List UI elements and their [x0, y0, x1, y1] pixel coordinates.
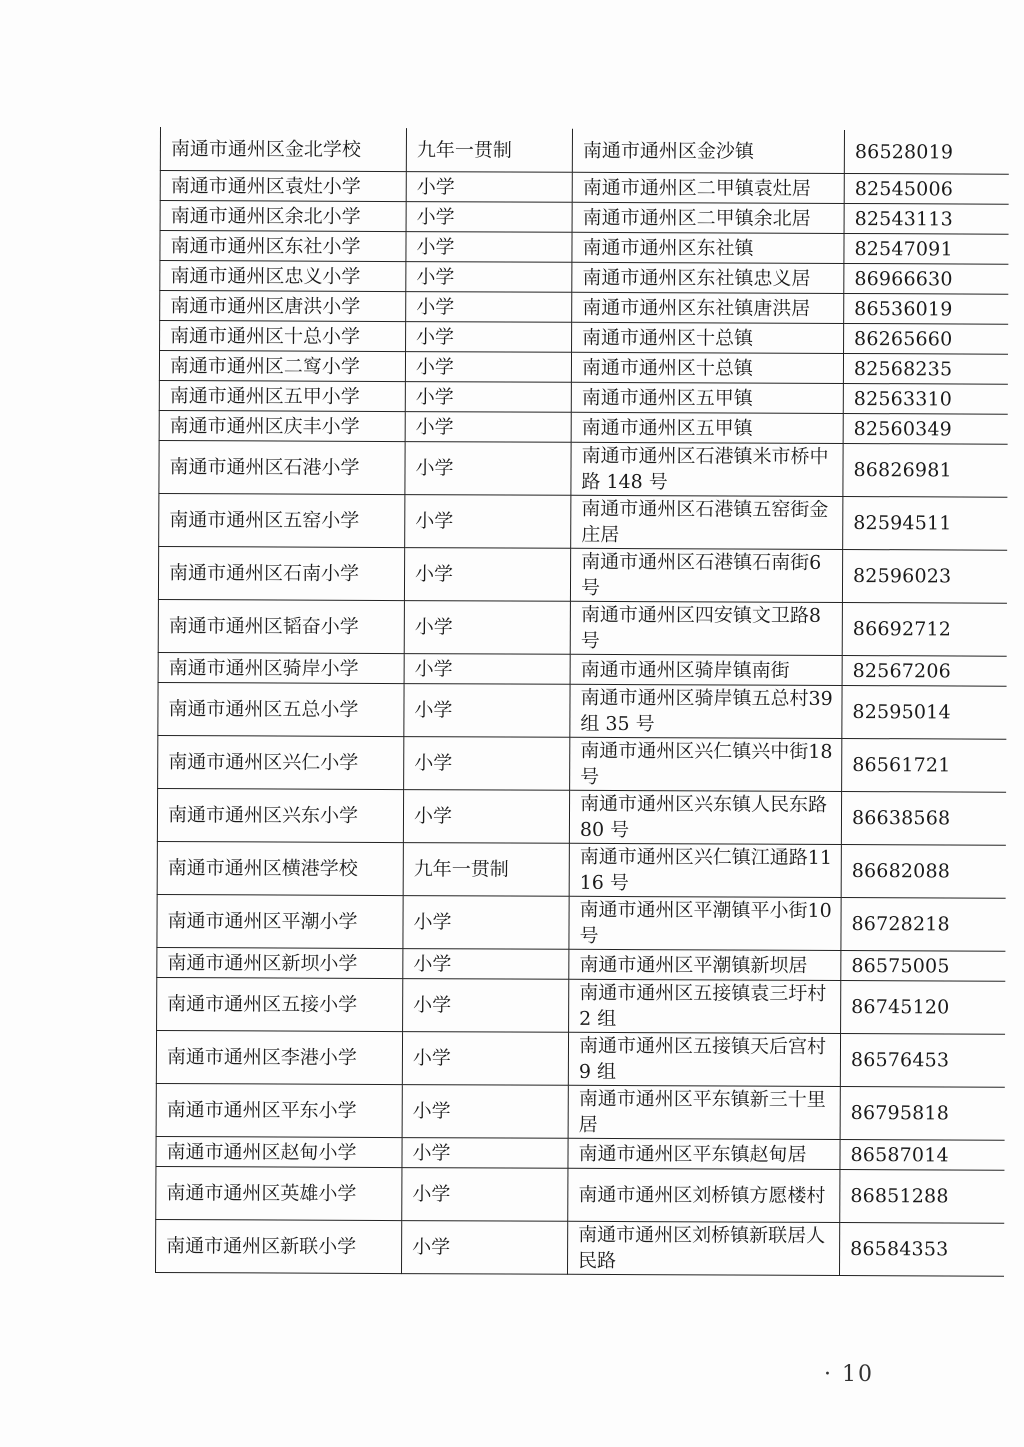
table-row: [158, 735, 1006, 792]
school-address-cell: 南通市通州区五甲镇: [571, 412, 843, 443]
school-address-cell: 南通市通州区兴仁镇兴中街18 号: [570, 737, 842, 791]
school-phone-cell: 86575005: [841, 950, 1005, 981]
school-type-cell: 小学: [404, 601, 570, 655]
school-address-cell: 南通市通州区五接镇天后宫村 9 组: [568, 1032, 840, 1086]
school-name-cell: 南通市通州区平东小学: [156, 1083, 402, 1137]
school-type-cell: 小学: [401, 1221, 567, 1275]
school-name-cell: 南通市通州区东社小学: [160, 231, 406, 262]
table-row: [158, 599, 1006, 656]
table-row: [157, 977, 1005, 1034]
school-type-cell: 小学: [404, 548, 570, 602]
school-address-cell: 南通市通州区东社镇: [572, 232, 844, 263]
school-address-cell: 南通市通州区十总镇: [572, 322, 844, 353]
school-address-cell: 南通市通州区金沙镇: [572, 129, 844, 174]
school-name-cell: 南通市通州区五接小学: [157, 977, 403, 1031]
school-phone-cell: 86584353: [839, 1222, 1003, 1276]
school-name-cell: 南通市通州区唐洪小学: [160, 291, 406, 322]
table-row: [159, 493, 1007, 550]
school-name-cell: 南通市通州区兴仁小学: [158, 735, 404, 789]
school-type-cell: 小学: [406, 172, 572, 203]
school-name-cell: 南通市通州区余北小学: [160, 201, 406, 232]
school-phone-cell: 86638568: [841, 791, 1005, 845]
school-address-cell: 南通市通州区二甲镇余北居: [572, 202, 844, 233]
table-row: [159, 380, 1007, 414]
school-name-cell: 南通市通州区石港小学: [159, 440, 405, 494]
school-phone-cell: 82547091: [844, 233, 1008, 264]
school-address-cell: 南通市通州区平东镇赵甸居: [568, 1138, 840, 1169]
table-row: [159, 410, 1007, 444]
school-type-cell: 小学: [404, 684, 570, 738]
school-address-cell: 南通市通州区二甲镇袁灶居: [572, 172, 844, 203]
school-address-cell: 南通市通州区兴东镇人民东路 80 号: [569, 790, 841, 844]
school-name-cell: 南通市通州区赵甸小学: [156, 1136, 402, 1167]
school-phone-cell: 86826981: [843, 443, 1007, 497]
school-phone-cell: 86265660: [844, 323, 1008, 354]
table-row: [159, 440, 1007, 497]
table-row: [160, 231, 1008, 265]
school-phone-cell: 82560349: [843, 413, 1007, 444]
school-phone-cell: 86728218: [841, 897, 1005, 951]
school-address-cell: 南通市通州区五甲镇: [571, 382, 843, 413]
table-row: [157, 841, 1005, 898]
school-name-cell: 南通市通州区骑岸小学: [158, 652, 404, 683]
school-address-cell: 南通市通州区石港镇五窑街金庄居: [571, 495, 843, 549]
school-type-cell: 小学: [406, 262, 572, 293]
school-address-cell: 南通市通州区平潮镇平小街10 号: [569, 896, 841, 950]
school-name-cell: 南通市通州区庆丰小学: [159, 410, 405, 441]
school-type-cell: 小学: [406, 232, 572, 263]
school-name-cell: 南通市通州区袁灶小学: [160, 171, 406, 202]
school-address-cell: 南通市通州区石港镇米市桥中路 148 号: [571, 442, 843, 496]
school-phone-cell: 82595014: [842, 685, 1006, 739]
school-type-cell: 九年一贯制: [406, 128, 572, 172]
school-address-cell: 南通市通州区刘桥镇新联居人民路: [567, 1221, 839, 1275]
school-type-cell: 小学: [405, 442, 571, 496]
school-type-cell: 小学: [403, 790, 569, 844]
table-row: [156, 1166, 1004, 1223]
table-row: [160, 127, 1008, 174]
school-phone-cell: 86682088: [841, 844, 1005, 898]
school-phone-cell: 82568235: [843, 353, 1007, 384]
school-type-cell: 小学: [404, 737, 570, 791]
table-row: [158, 546, 1006, 603]
school-table: [155, 127, 1008, 1277]
table-row: [159, 351, 1007, 385]
table-row: [157, 788, 1005, 845]
school-name-cell: 南通市通州区金北学校: [160, 127, 406, 172]
school-type-cell: 小学: [406, 322, 572, 353]
table-row: [156, 1219, 1004, 1276]
school-phone-cell: 82594511: [843, 496, 1007, 550]
table-row: [160, 321, 1008, 355]
school-phone-cell: 86561721: [842, 738, 1006, 792]
table-row: [157, 894, 1005, 951]
school-type-cell: 小学: [402, 1168, 568, 1222]
school-phone-cell: 86692712: [842, 602, 1006, 656]
table-row: [160, 201, 1008, 235]
school-name-cell: 南通市通州区新坝小学: [157, 947, 403, 978]
school-address-cell: 南通市通州区十总镇: [571, 352, 843, 383]
school-address-cell: 南通市通州区骑岸镇五总村39 组 35 号: [570, 684, 842, 738]
table-row: [158, 652, 1006, 686]
school-type-cell: 小学: [404, 654, 570, 685]
school-name-cell: 南通市通州区五总小学: [158, 682, 404, 736]
school-name-cell: 南通市通州区韬奋小学: [158, 599, 404, 653]
school-type-cell: 小学: [405, 352, 571, 383]
school-name-cell: 南通市通州区五窑小学: [159, 493, 405, 547]
school-address-cell: 南通市通州区五接镇袁三圩村 2 组: [569, 979, 841, 1033]
school-type-cell: 九年一贯制: [403, 843, 569, 897]
school-phone-cell: 86795818: [840, 1086, 1004, 1140]
school-phone-cell: 86851288: [840, 1169, 1004, 1223]
table-row: [156, 1083, 1004, 1140]
table-row: [157, 947, 1005, 981]
school-name-cell: 南通市通州区十总小学: [160, 321, 406, 352]
school-type-cell: 小学: [402, 1085, 568, 1139]
school-address-cell: 南通市通州区平东镇新三十里居: [568, 1085, 840, 1139]
school-type-cell: 小学: [403, 979, 569, 1033]
school-name-cell: 南通市通州区五甲小学: [159, 380, 405, 411]
school-phone-cell: 86966630: [844, 263, 1008, 294]
table-row: [156, 1136, 1004, 1170]
school-phone-cell: 82596023: [842, 549, 1006, 603]
school-address-cell: 南通市通州区石港镇石南街6 号: [570, 548, 842, 602]
school-phone-cell: 82545006: [844, 173, 1008, 204]
school-type-cell: 小学: [406, 202, 572, 233]
school-address-cell: 南通市通州区东社镇忠义居: [572, 262, 844, 293]
school-name-cell: 南通市通州区二窎小学: [159, 351, 405, 382]
school-type-cell: 小学: [405, 382, 571, 413]
school-address-cell: 南通市通州区骑岸镇南街: [570, 654, 842, 685]
school-phone-cell: 86576453: [840, 1033, 1004, 1087]
table-row: [160, 171, 1008, 205]
school-phone-cell: 86536019: [844, 293, 1008, 324]
school-type-cell: 小学: [402, 1138, 568, 1169]
table-row: [156, 1030, 1004, 1087]
school-address-cell: 南通市通州区平潮镇新坝居: [569, 949, 841, 980]
school-name-cell: 南通市通州区忠义小学: [160, 261, 406, 292]
school-type-cell: 小学: [405, 495, 571, 549]
page-number: · 10: [824, 1362, 874, 1387]
school-phone-cell: 82567206: [842, 655, 1006, 686]
school-type-cell: 小学: [406, 292, 572, 323]
school-phone-cell: 86745120: [841, 980, 1005, 1034]
school-phone-cell: 86528019: [844, 130, 1008, 174]
table-row: [160, 291, 1008, 325]
school-name-cell: 南通市通州区李港小学: [156, 1030, 402, 1084]
table-row: [160, 261, 1008, 295]
school-name-cell: 南通市通州区平潮小学: [157, 894, 403, 948]
school-name-cell: 南通市通州区兴东小学: [157, 788, 403, 842]
school-name-cell: 南通市通州区英雄小学: [156, 1166, 402, 1220]
school-type-cell: 小学: [402, 1032, 568, 1086]
school-name-cell: 南通市通州区石南小学: [158, 546, 404, 600]
school-address-cell: 南通市通州区东社镇唐洪居: [572, 292, 844, 323]
school-type-cell: 小学: [405, 412, 571, 443]
table-row: [158, 682, 1006, 739]
school-type-cell: 小学: [403, 896, 569, 950]
school-phone-cell: 86587014: [840, 1139, 1004, 1170]
school-address-cell: 南通市通州区四安镇文卫路8 号: [570, 601, 842, 655]
school-name-cell: 南通市通州区新联小学: [156, 1219, 402, 1273]
school-address-cell: 南通市通州区兴仁镇江通路1116 号: [569, 843, 841, 897]
school-address-cell: 南通市通州区刘桥镇方愿楼村: [568, 1168, 840, 1222]
school-phone-cell: 82563310: [843, 383, 1007, 414]
school-phone-cell: 82543113: [844, 203, 1008, 234]
school-name-cell: 南通市通州区横港学校: [157, 841, 403, 895]
school-type-cell: 小学: [403, 949, 569, 980]
